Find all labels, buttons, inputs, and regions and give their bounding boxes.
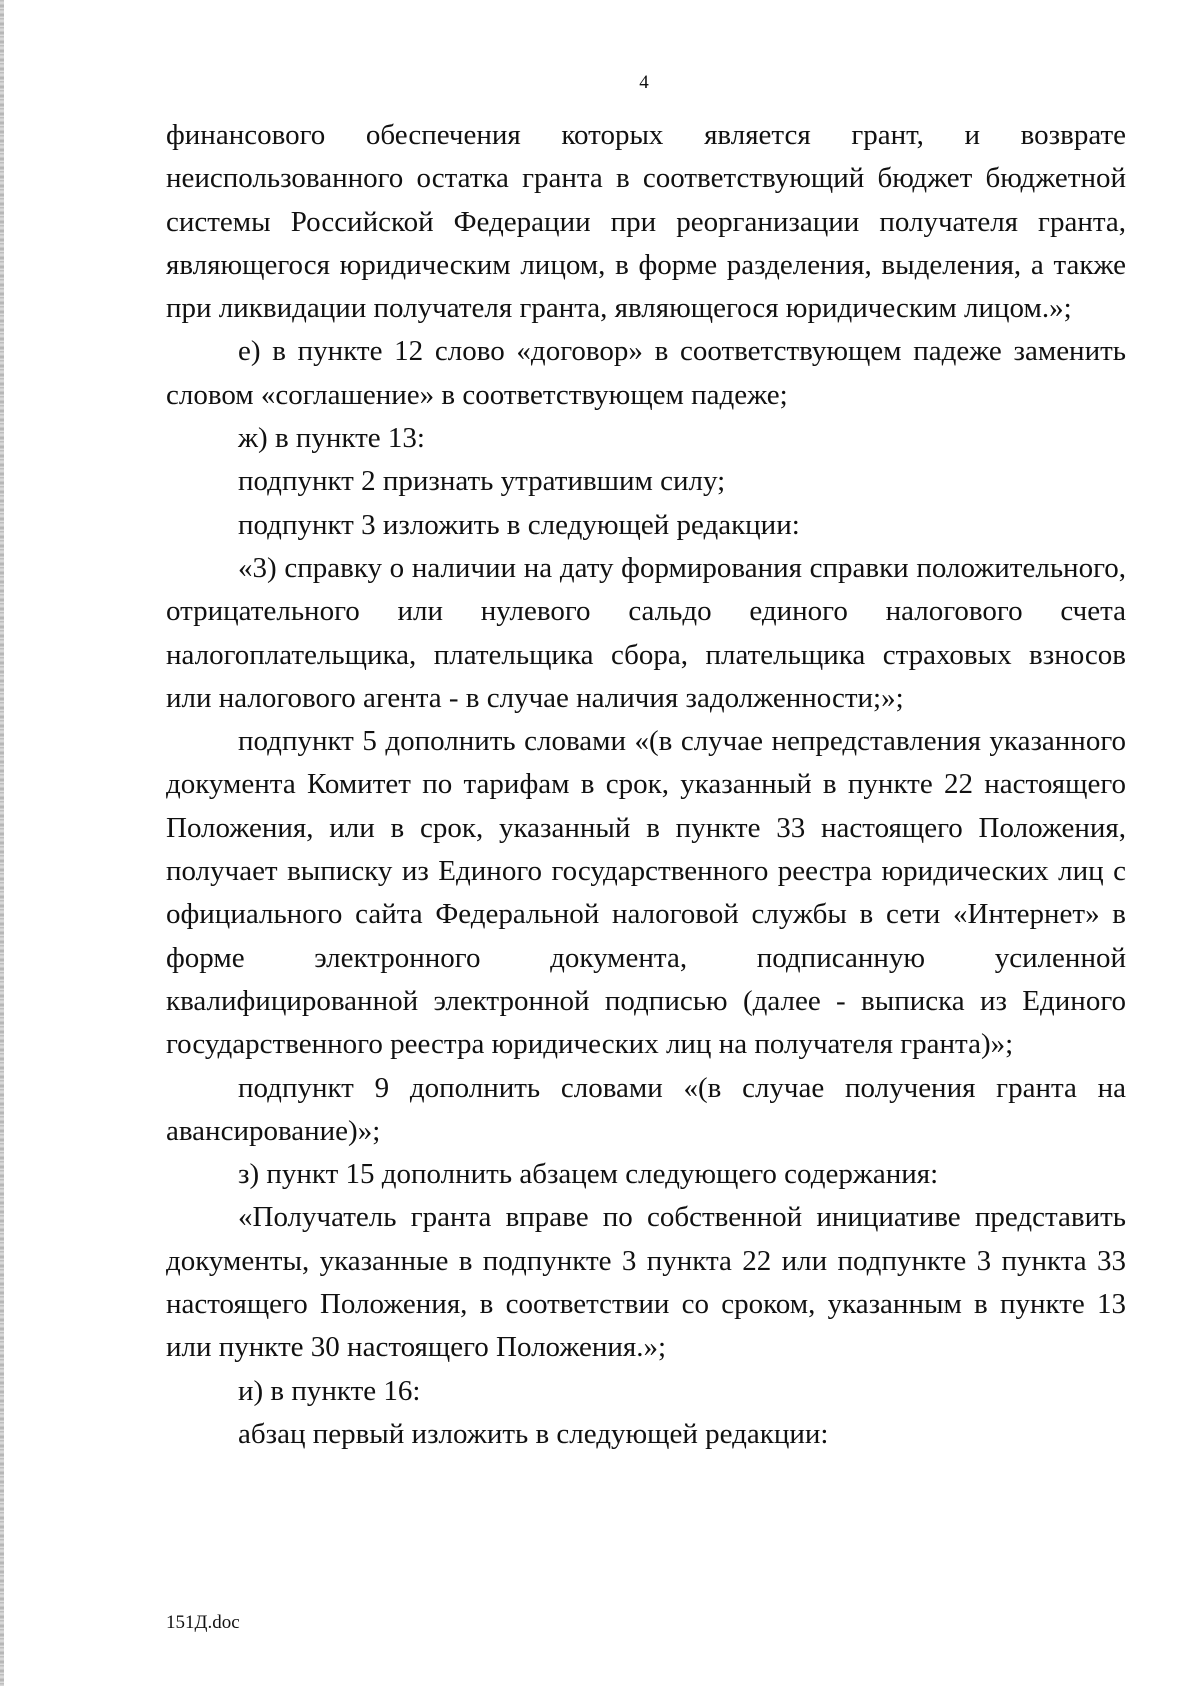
paragraph-continuation: финансового обеспечения которых является грант, и возврате неиспользованного остатка гранта в соответствующий бюджет бюджетной системы Российской Федерации при реорганизации получателя гранта, являющегося юридическим лицом, в форме разделения, выделения, а также при ликвидации получателя гранта, являющегося юридическим лицом.»; [166, 119, 1126, 325]
document-body [166, 114, 1126, 1456]
page-number: 4 [639, 72, 649, 93]
scan-edge-artifact [0, 0, 4, 1686]
paragraph-subitem-2: подпункт 2 признать утратившим силу; [238, 465, 726, 498]
paragraph-subitem-5: подпункт 5 дополнить словами «(в случае непредставления указанного документа Комитет по тарифам в срок, указанный в пункте 22 настоящего Положения, или в срок, указанный в пункте 33 настоящего Положения, получает выписку из Единого государственного реестра юридических лиц с официального сайта Федеральной налоговой службы в сети «Интернет» в форме электронного документа, подписанную усиленной квалифицированной электронной подписью (далее - выписка из Единого государственного реестра юридических лиц на получателя гранта)»; [166, 725, 1126, 1061]
paragraph-item-z: з) пункт 15 дополнить абзацем следующего содержания: [238, 1158, 939, 1191]
footer-filename: 151Д.doc [166, 1612, 240, 1633]
paragraph-subitem-3-intro: подпункт 3 изложить в следующей редакции: [238, 508, 800, 541]
paragraph-item-zh: ж) в пункте 13: [238, 422, 425, 455]
paragraph-item-i: и) в пункте 16: [238, 1374, 421, 1407]
paragraph-item-e: е) в пункте 12 слово «договор» в соответствующем падеже заменить словом «соглашение» в соответствующем падеже; [166, 335, 1126, 411]
paragraph-subitem-3-text: «3) справку о наличии на дату формирования справки положительного, отрицательного или нулевого сальдо единого налогового счета налогоплательщика, плательщика сбора, плательщика страховых взносов или налогового агента - в случае наличия задолженности;»; [166, 551, 1126, 714]
paragraph-item-i-first: абзац первый изложить в следующей редакции: [238, 1417, 829, 1450]
paragraph-subitem-9: подпункт 9 дополнить словами «(в случае получения гранта на авансирование)»; [166, 1071, 1126, 1147]
paragraph-item-z-text: «Получатель гранта вправе по собственной инициативе представить документы, указанные в подпункте 3 пункта 22 или подпункте 3 пункта 33 настоящего Положения, в соответствии со сроком, указанным в пункте 13 или пункте 30 настоящего Положения.»; [166, 1201, 1126, 1364]
